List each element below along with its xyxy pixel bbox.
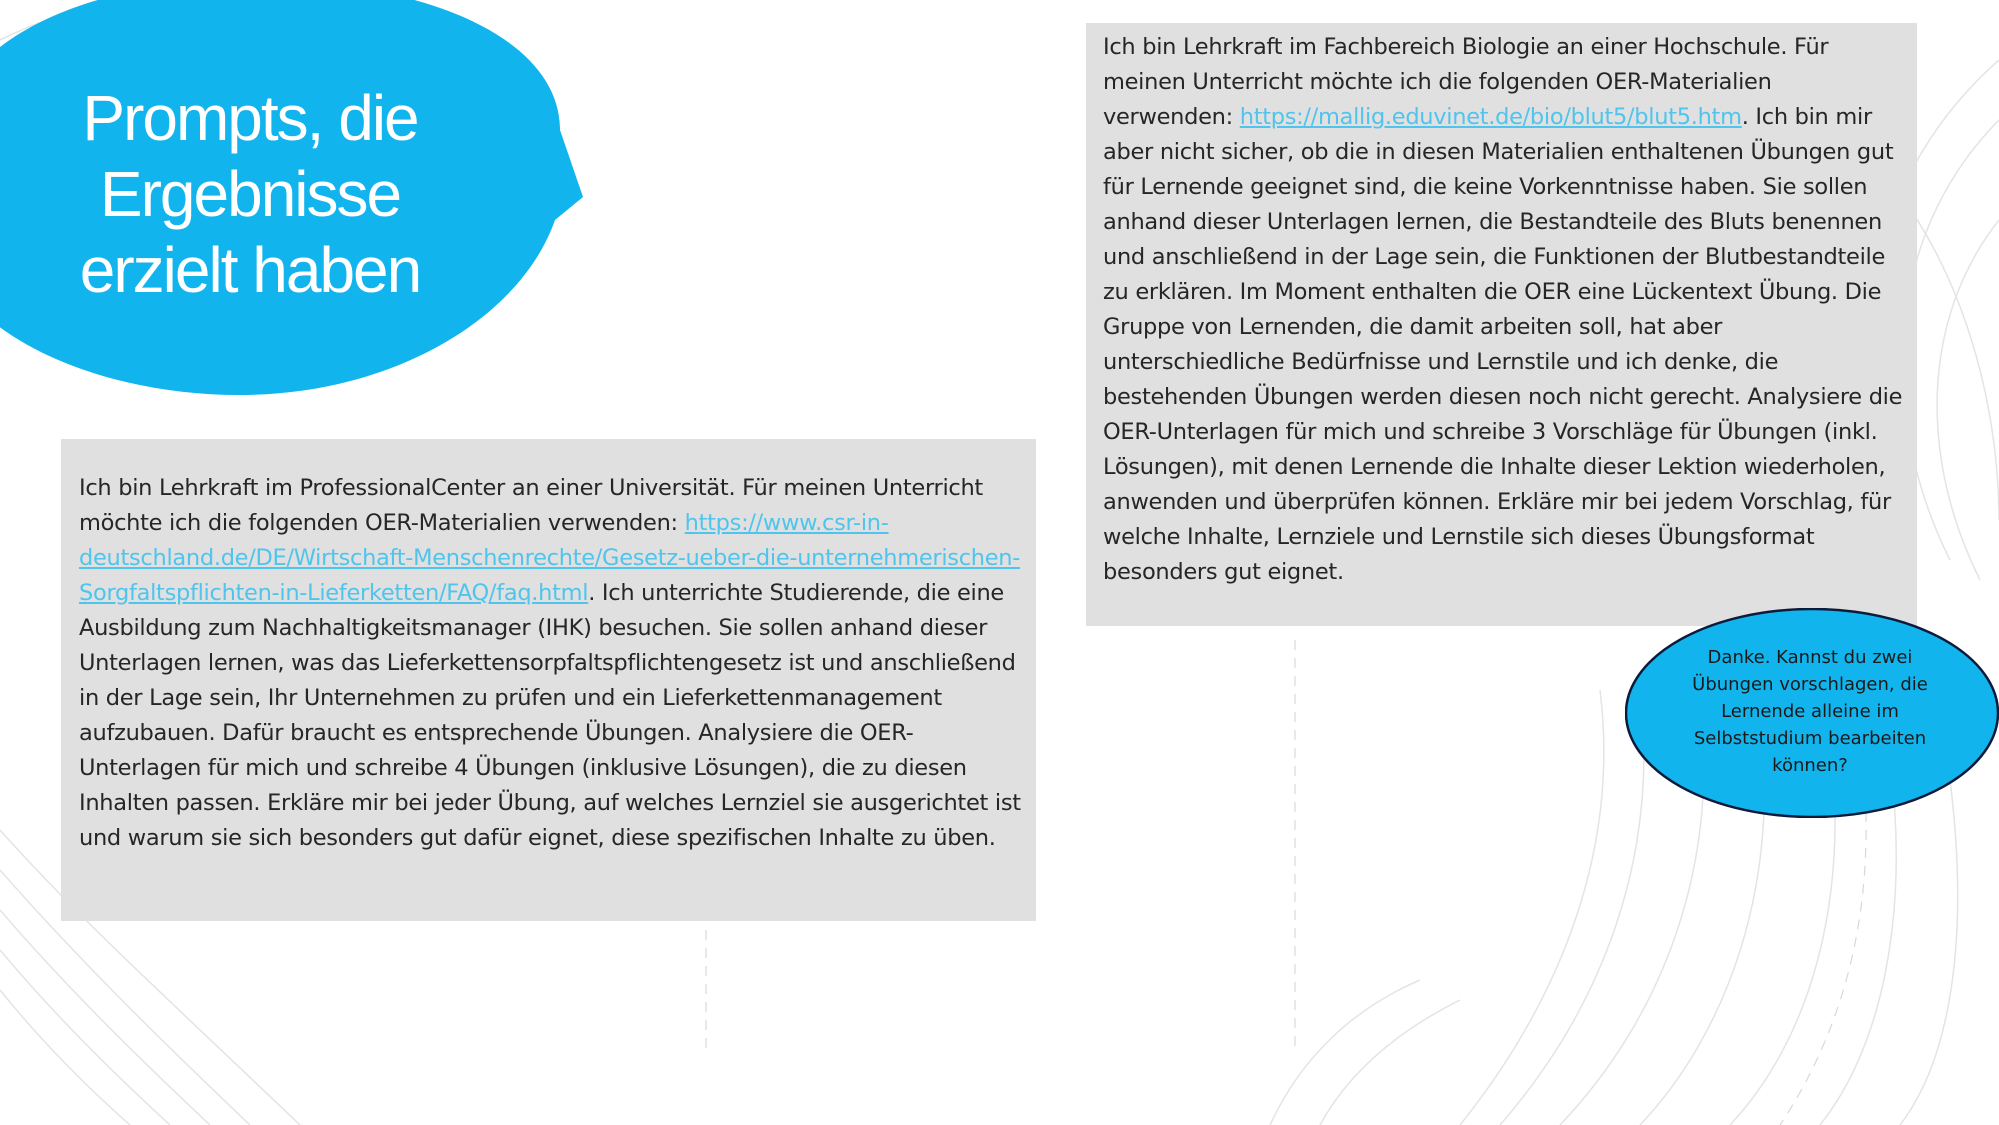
- prompt-right-link[interactable]: https://mallig.eduvinet.de/bio/blut5/blut5.htm: [1239, 104, 1742, 130]
- prompt-box-left: [61, 439, 1036, 921]
- prompt-left-text-after: . Ich unterrichte Studierende, die eine Ausbildung zum Nachhaltigkeitsmanager (IHK) besuchen. Sie sollen anhand dieser Unterlagen lernen, was das Lieferkettensorpfaltspflichtengesetz ist und anschließend in der Lage sein, Ihr Unternehmen zu prüfen und ein Lieferkettenmanagement aufzubauen. Dafür braucht es entsprechende Übungen. Analysiere die OER-Unterlagen für mich und schreibe 4 Übungen (inklusive Lösungen), die zu diesen Inhalten passen. Erkläre mir bei jeder Übung, auf welches Lernziel sie ausgerichtet ist und warum sie sich besonders gut dafür eignet, diese spezifischen Inhalte zu üben.: [79, 580, 1021, 851]
- prompt-left-link[interactable]: https://www.csr-in-deutschland.de/DE/Wirtschaft-Menschenrechte/Gesetz-ueber-die-unternehmerischen-Sorgfaltspflichten-in-Lieferketten/FAQ/faq.html: [79, 510, 1021, 606]
- prompt-right-text-after: . Ich bin mir aber nicht sicher, ob die in diesen Materialien enthaltenen Übungen gut für Lernende geeignet sind, die keine Vorkenntnisse haben. Sie sollen anhand dieser Unterlagen lernen, die Bestandteile des Bluts benennen und anschließend in der Lage sein, die Funktionen der Blutbestandteile zu erklären. Im Moment enthalten die OER eine Lückentext Übung. Die Gruppe von Lernenden, die damit arbeiten soll, hat aber unterschiedliche Bedürfnisse und Lernstile und ich denke, die bestehenden Übungen werden diesen noch nicht gerecht. Analysiere die OER-Unterlagen für mich und schreibe 3 Vorschläge für Übungen (inkl. Lösungen), mit denen Lernende die Inhalte dieser Lektion wiederholen, anwenden und überprüfen können. Erkläre mir bei jedem Vorschlag, für welche Inhalte, Lernziele und Lernstile sich dieses Übungsformat besonders gut eignet.: [1103, 104, 1903, 585]
- page-title: Prompts, die Ergebnisse erzielt haben: [79, 82, 421, 306]
- prompt-box-right: [1086, 23, 1917, 626]
- followup-bubble: [1625, 608, 1999, 818]
- prompt-right-text-before: Ich bin Lehrkraft im Fachbereich Biologie an einer Hochschule. Für meinen Unterricht möchte ich die folgenden OER-Materialien verwenden:: [1103, 34, 1829, 130]
- prompt-left-text-before: Ich bin Lehrkraft im ProfessionalCenter an einer Universität. Für meinen Unterricht möchte ich die folgenden OER-Materialien verwenden:: [79, 475, 983, 536]
- followup-text: Danke. Kannst du zwei Übungen vorschlagen, die Lernende alleine im Selbststudium bearbeiten können?: [1692, 647, 1928, 776]
